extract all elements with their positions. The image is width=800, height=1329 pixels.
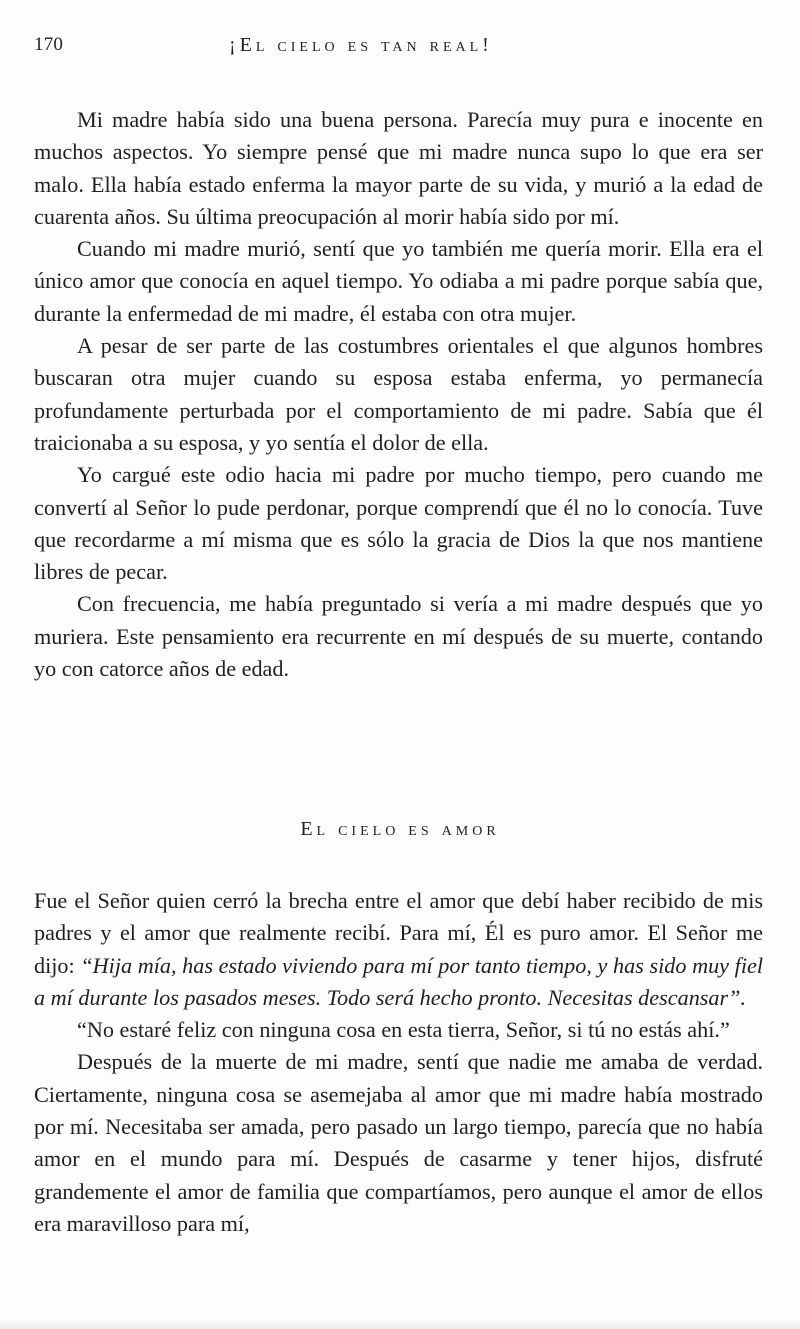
body-text-before-heading: [34, 104, 763, 685]
body-text-after-heading: [34, 885, 763, 1240]
paragraph: Después de la muerte de mi madre, sentí que nadie me amaba de verdad. Ciertamente, ninguna cosa se asemejaba al amor que mi madre había mostrado por mí. Necesitaba ser amada, pero pasado un largo tiempo, parecía que no había amor en el mundo para mí. Después de casarme y tener hijos, disfruté grandemente el amor de familia que compartíamos, pero aunque el amor de ellos era maravilloso para mí,: [34, 1049, 763, 1236]
section-heading: El cielo es amor: [300, 818, 500, 840]
paragraph: Mi madre había sido una buena persona. Parecía muy pura e inocente en muchos aspectos. Yo siempre pensé que mi madre nunca supo lo que era ser malo. Ella había estado enferma la mayor parte de su vida, y murió a la edad de cuarenta años. Su última preocupación al morir había sido por mí.: [34, 107, 763, 229]
page-edge-shadow: [0, 1319, 800, 1329]
paragraph: Cuando mi madre murió, sentí que yo también me quería morir. Ella era el único amor que conocía en aquel tiempo. Yo odiaba a mi padre porque sabía que, durante la enfermedad de mi madre, él estaba con otra mujer.: [34, 236, 763, 326]
italic-quote: “Hija mía, has estado viviendo para mí por tanto tiempo, y has sido muy fiel a mí durante los pasados meses. Todo será hecho pronto. Necesitas descansar”.: [34, 952, 763, 1010]
paragraph: Yo cargué este odio hacia mi padre por mucho tiempo, pero cuando me convertí al Señor lo pude perdonar, porque comprendí que él no lo conocía. Tuve que recordarme a mí misma que es sólo la gracia de Dios la que nos mantiene libres de pecar.: [34, 462, 763, 585]
paragraph: A pesar de ser parte de las costumbres orientales el que algunos hombres buscaran otra mujer cuando su esposa estaba enferma, yo permanecía profundamente perturbada por el comportamiento de mi padre. Sabía que él traicionaba a su esposa, y yo sentía el dolor de ella.: [34, 333, 763, 455]
paragraph: “No estaré feliz con ninguna cosa en esta tierra, Señor, si tú no estás ahí.”: [77, 1017, 730, 1043]
paragraph: [34, 885, 763, 1014]
running-title: ¡El cielo es tan real!: [229, 34, 493, 56]
paragraph: Con frecuencia, me había preguntado si vería a mi madre después que yo muriera. Este pensamiento era recurrente en mí después de su muerte, contando yo con catorce años de edad.: [34, 591, 763, 682]
running-header: [34, 30, 766, 64]
page-number: 170: [34, 34, 64, 55]
paragraph-lead-text: Fue el Señor quien cerró la brecha entre el amor que debí haber recibido de mis padres y el amor que realmente recibí. Para mí, Él es puro amor. El Señor me dijo:: [34, 888, 763, 978]
